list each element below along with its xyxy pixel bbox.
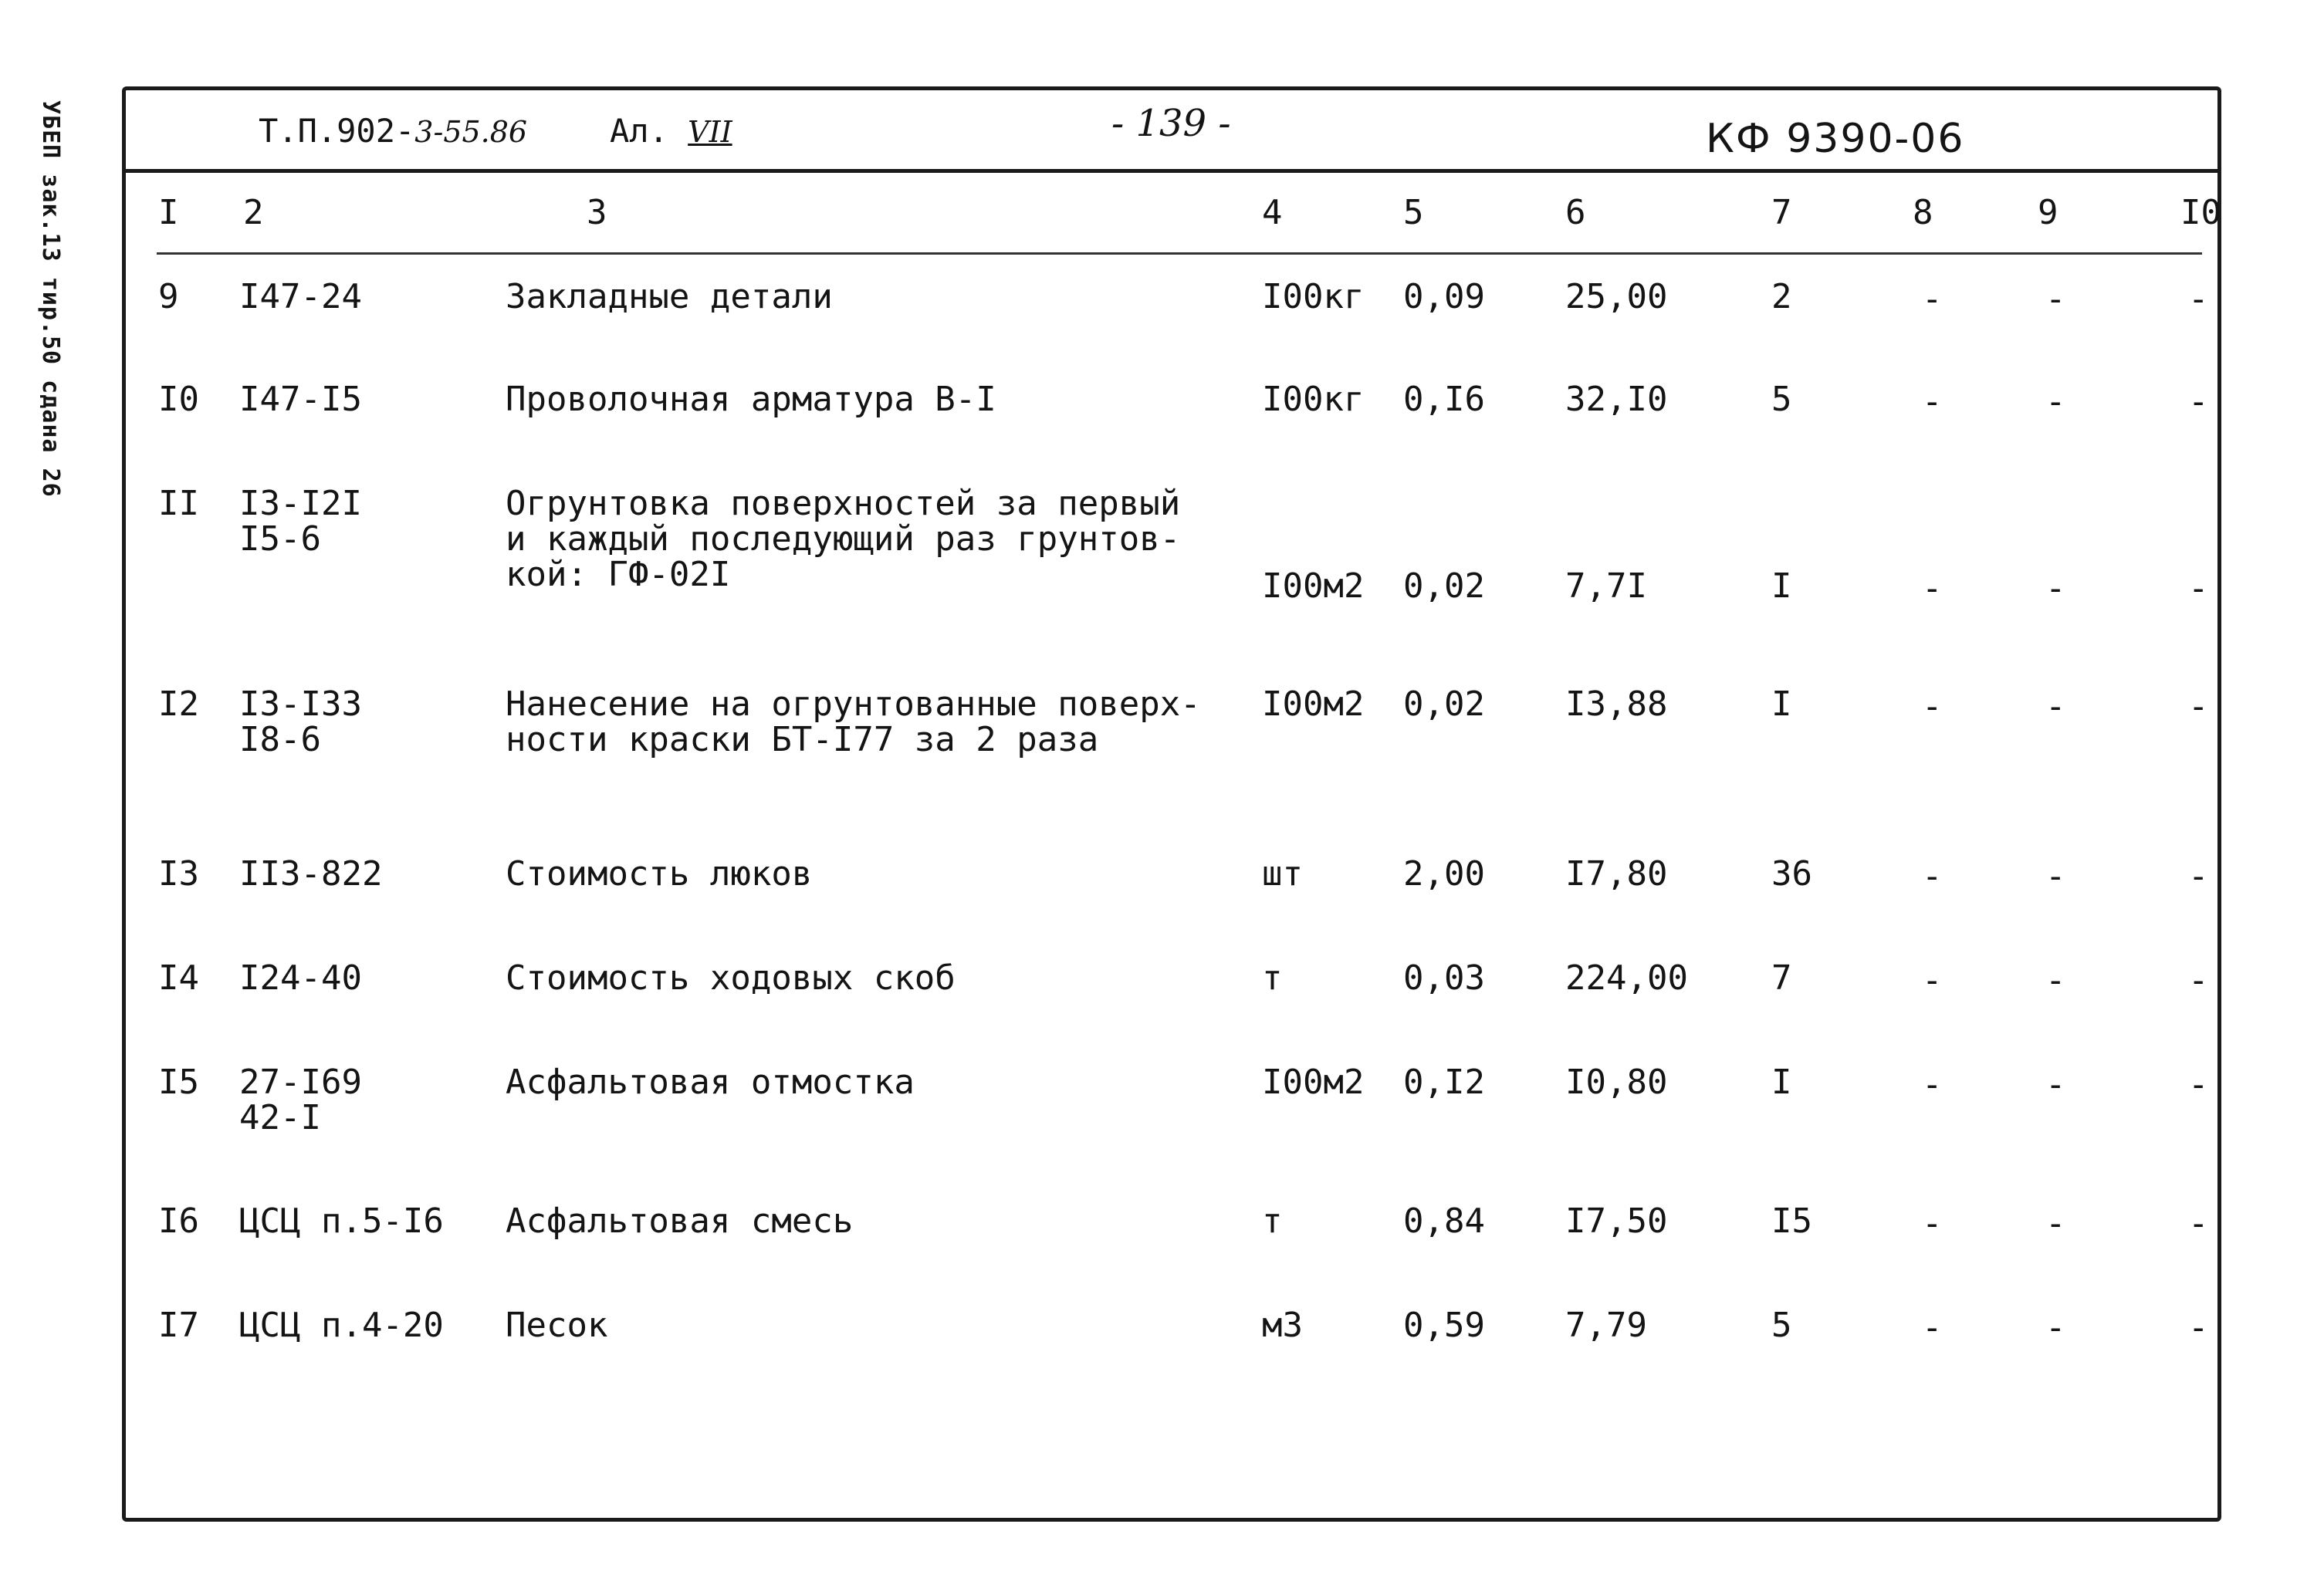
row-price: 7,7I <box>1565 566 1647 606</box>
row-price: 7,79 <box>1565 1306 1647 1345</box>
row-code: I47-I5 <box>239 380 362 419</box>
row-empty-cell: - <box>2045 382 2066 421</box>
row-number: I7 <box>158 1306 199 1345</box>
column-number: 7 <box>1771 193 1792 232</box>
row-price: I7,80 <box>1565 854 1668 894</box>
column-number: 5 <box>1403 193 1424 232</box>
column-number: 8 <box>1913 193 1933 232</box>
row-unit: I00кг <box>1262 277 1365 316</box>
row-empty-cell: - <box>1922 961 1943 1000</box>
row-name: Стоимость ходовых скоб <box>506 958 956 998</box>
row-total: I <box>1771 566 1792 606</box>
row-empty-cell: - <box>2045 961 2066 1000</box>
doc-number-prefix: Т.П.902- <box>259 112 415 150</box>
row-unit: шт <box>1262 854 1303 894</box>
row-empty-cell: - <box>2188 279 2209 319</box>
row-code: I3-I33 I8-6 <box>239 684 362 759</box>
columns-divider <box>157 252 2202 255</box>
row-price: 32,I0 <box>1565 380 1668 419</box>
side-stamp-text: УБЕП зак.13 тир.50 сдана 26 <box>37 100 64 498</box>
row-empty-cell: - <box>1922 687 1943 726</box>
row-empty-cell: - <box>1922 382 1943 421</box>
row-quantity: 0,03 <box>1403 958 1485 998</box>
row-name: Асфальтовая отмостка <box>506 1063 915 1102</box>
row-unit: I00кг <box>1262 380 1365 419</box>
row-name: Закладные детали <box>506 277 833 316</box>
row-quantity: 0,59 <box>1403 1306 1485 1345</box>
row-empty-cell: - <box>2045 569 2066 608</box>
row-empty-cell: - <box>2188 961 2209 1000</box>
row-name: Песок <box>506 1306 608 1345</box>
row-price: 224,00 <box>1565 958 1688 998</box>
column-number: 9 <box>2038 193 2058 232</box>
row-total: 5 <box>1771 1306 1792 1345</box>
row-empty-cell: - <box>2188 1204 2209 1243</box>
row-number: I0 <box>158 380 199 419</box>
row-name: Проволочная арматура В-I <box>506 380 996 419</box>
row-empty-cell: - <box>2188 1065 2209 1104</box>
row-empty-cell: - <box>2045 1308 2066 1347</box>
column-number: I0 <box>2180 193 2221 232</box>
row-total: I5 <box>1771 1201 1812 1241</box>
row-name: Стоимость люков <box>506 854 813 894</box>
row-empty-cell: - <box>1922 1065 1943 1104</box>
row-quantity: 0,I2 <box>1403 1063 1485 1102</box>
row-total: 7 <box>1771 958 1792 998</box>
row-total: 36 <box>1771 854 1812 894</box>
row-empty-cell: - <box>2188 1308 2209 1347</box>
row-code: ЦСЦ п.5-I6 <box>239 1201 444 1241</box>
page-number: - 139 - <box>1111 102 1231 145</box>
row-empty-cell: - <box>2045 857 2066 896</box>
row-price: I7,50 <box>1565 1201 1668 1241</box>
row-code: II3-822 <box>239 854 383 894</box>
album-number: VII <box>688 115 732 149</box>
row-empty-cell: - <box>1922 857 1943 896</box>
row-unit: м3 <box>1262 1306 1303 1345</box>
row-quantity: 0,02 <box>1403 684 1485 724</box>
row-empty-cell: - <box>2045 279 2066 319</box>
row-code: ЦСЦ п.4-20 <box>239 1306 444 1345</box>
row-price: I3,88 <box>1565 684 1668 724</box>
row-code: I47-24 <box>239 277 362 316</box>
row-empty-cell: - <box>2045 687 2066 726</box>
doc-number <box>259 112 527 150</box>
row-code: I24-40 <box>239 958 362 998</box>
row-empty-cell: - <box>2188 382 2209 421</box>
row-name: Нанесение на огрунтованные поверх- ности краски БТ-I77 за 2 раза <box>506 684 1201 759</box>
document-code: КФ 9390-06 <box>1706 116 1965 162</box>
row-empty-cell: - <box>2188 569 2209 608</box>
row-empty-cell: - <box>1922 279 1943 319</box>
row-number: I4 <box>158 958 199 998</box>
row-empty-cell: - <box>2188 687 2209 726</box>
column-number: 6 <box>1565 193 1586 232</box>
row-number: I6 <box>158 1201 199 1241</box>
row-number: I5 <box>158 1063 199 1102</box>
row-code: 27-I69 42-I <box>239 1063 362 1137</box>
row-number: II <box>158 484 199 523</box>
side-stamp <box>37 100 91 502</box>
row-unit: т <box>1262 958 1283 998</box>
album-label: Ал. <box>610 112 668 150</box>
row-number: I2 <box>158 684 199 724</box>
row-unit: I00м2 <box>1262 684 1365 724</box>
row-unit: т <box>1262 1201 1283 1241</box>
row-name: Огрунтовка поверхностей за первый и каждый последующий раз грунтов- кой: ГФ-02I <box>506 484 1181 594</box>
row-empty-cell: - <box>1922 1308 1943 1347</box>
row-number: 9 <box>158 277 179 316</box>
header-divider <box>126 169 2217 173</box>
row-quantity: 0,02 <box>1403 566 1485 606</box>
row-total: 5 <box>1771 380 1792 419</box>
column-number: 4 <box>1262 193 1283 232</box>
row-total: I <box>1771 1063 1792 1102</box>
album-ref <box>610 112 732 150</box>
column-number: 2 <box>243 193 264 232</box>
row-unit: I00м2 <box>1262 566 1365 606</box>
row-total: I <box>1771 684 1792 724</box>
row-name: Асфальтовая смесь <box>506 1201 854 1241</box>
row-quantity: 0,I6 <box>1403 380 1485 419</box>
row-empty-cell: - <box>1922 1204 1943 1243</box>
row-code: I3-I2I I5-6 <box>239 484 362 559</box>
row-empty-cell: - <box>2045 1204 2066 1243</box>
row-price: I0,80 <box>1565 1063 1668 1102</box>
row-empty-cell: - <box>1922 569 1943 608</box>
column-number: 3 <box>587 193 607 232</box>
row-empty-cell: - <box>2188 857 2209 896</box>
row-empty-cell: - <box>2045 1065 2066 1104</box>
row-number: I3 <box>158 854 199 894</box>
row-quantity: 0,84 <box>1403 1201 1485 1241</box>
doc-number-handwritten: 3-55.86 <box>414 115 528 149</box>
row-unit: I00м2 <box>1262 1063 1365 1102</box>
row-total: 2 <box>1771 277 1792 316</box>
row-price: 25,00 <box>1565 277 1668 316</box>
row-quantity: 2,00 <box>1403 854 1485 894</box>
row-quantity: 0,09 <box>1403 277 1485 316</box>
column-number: I <box>158 193 179 232</box>
